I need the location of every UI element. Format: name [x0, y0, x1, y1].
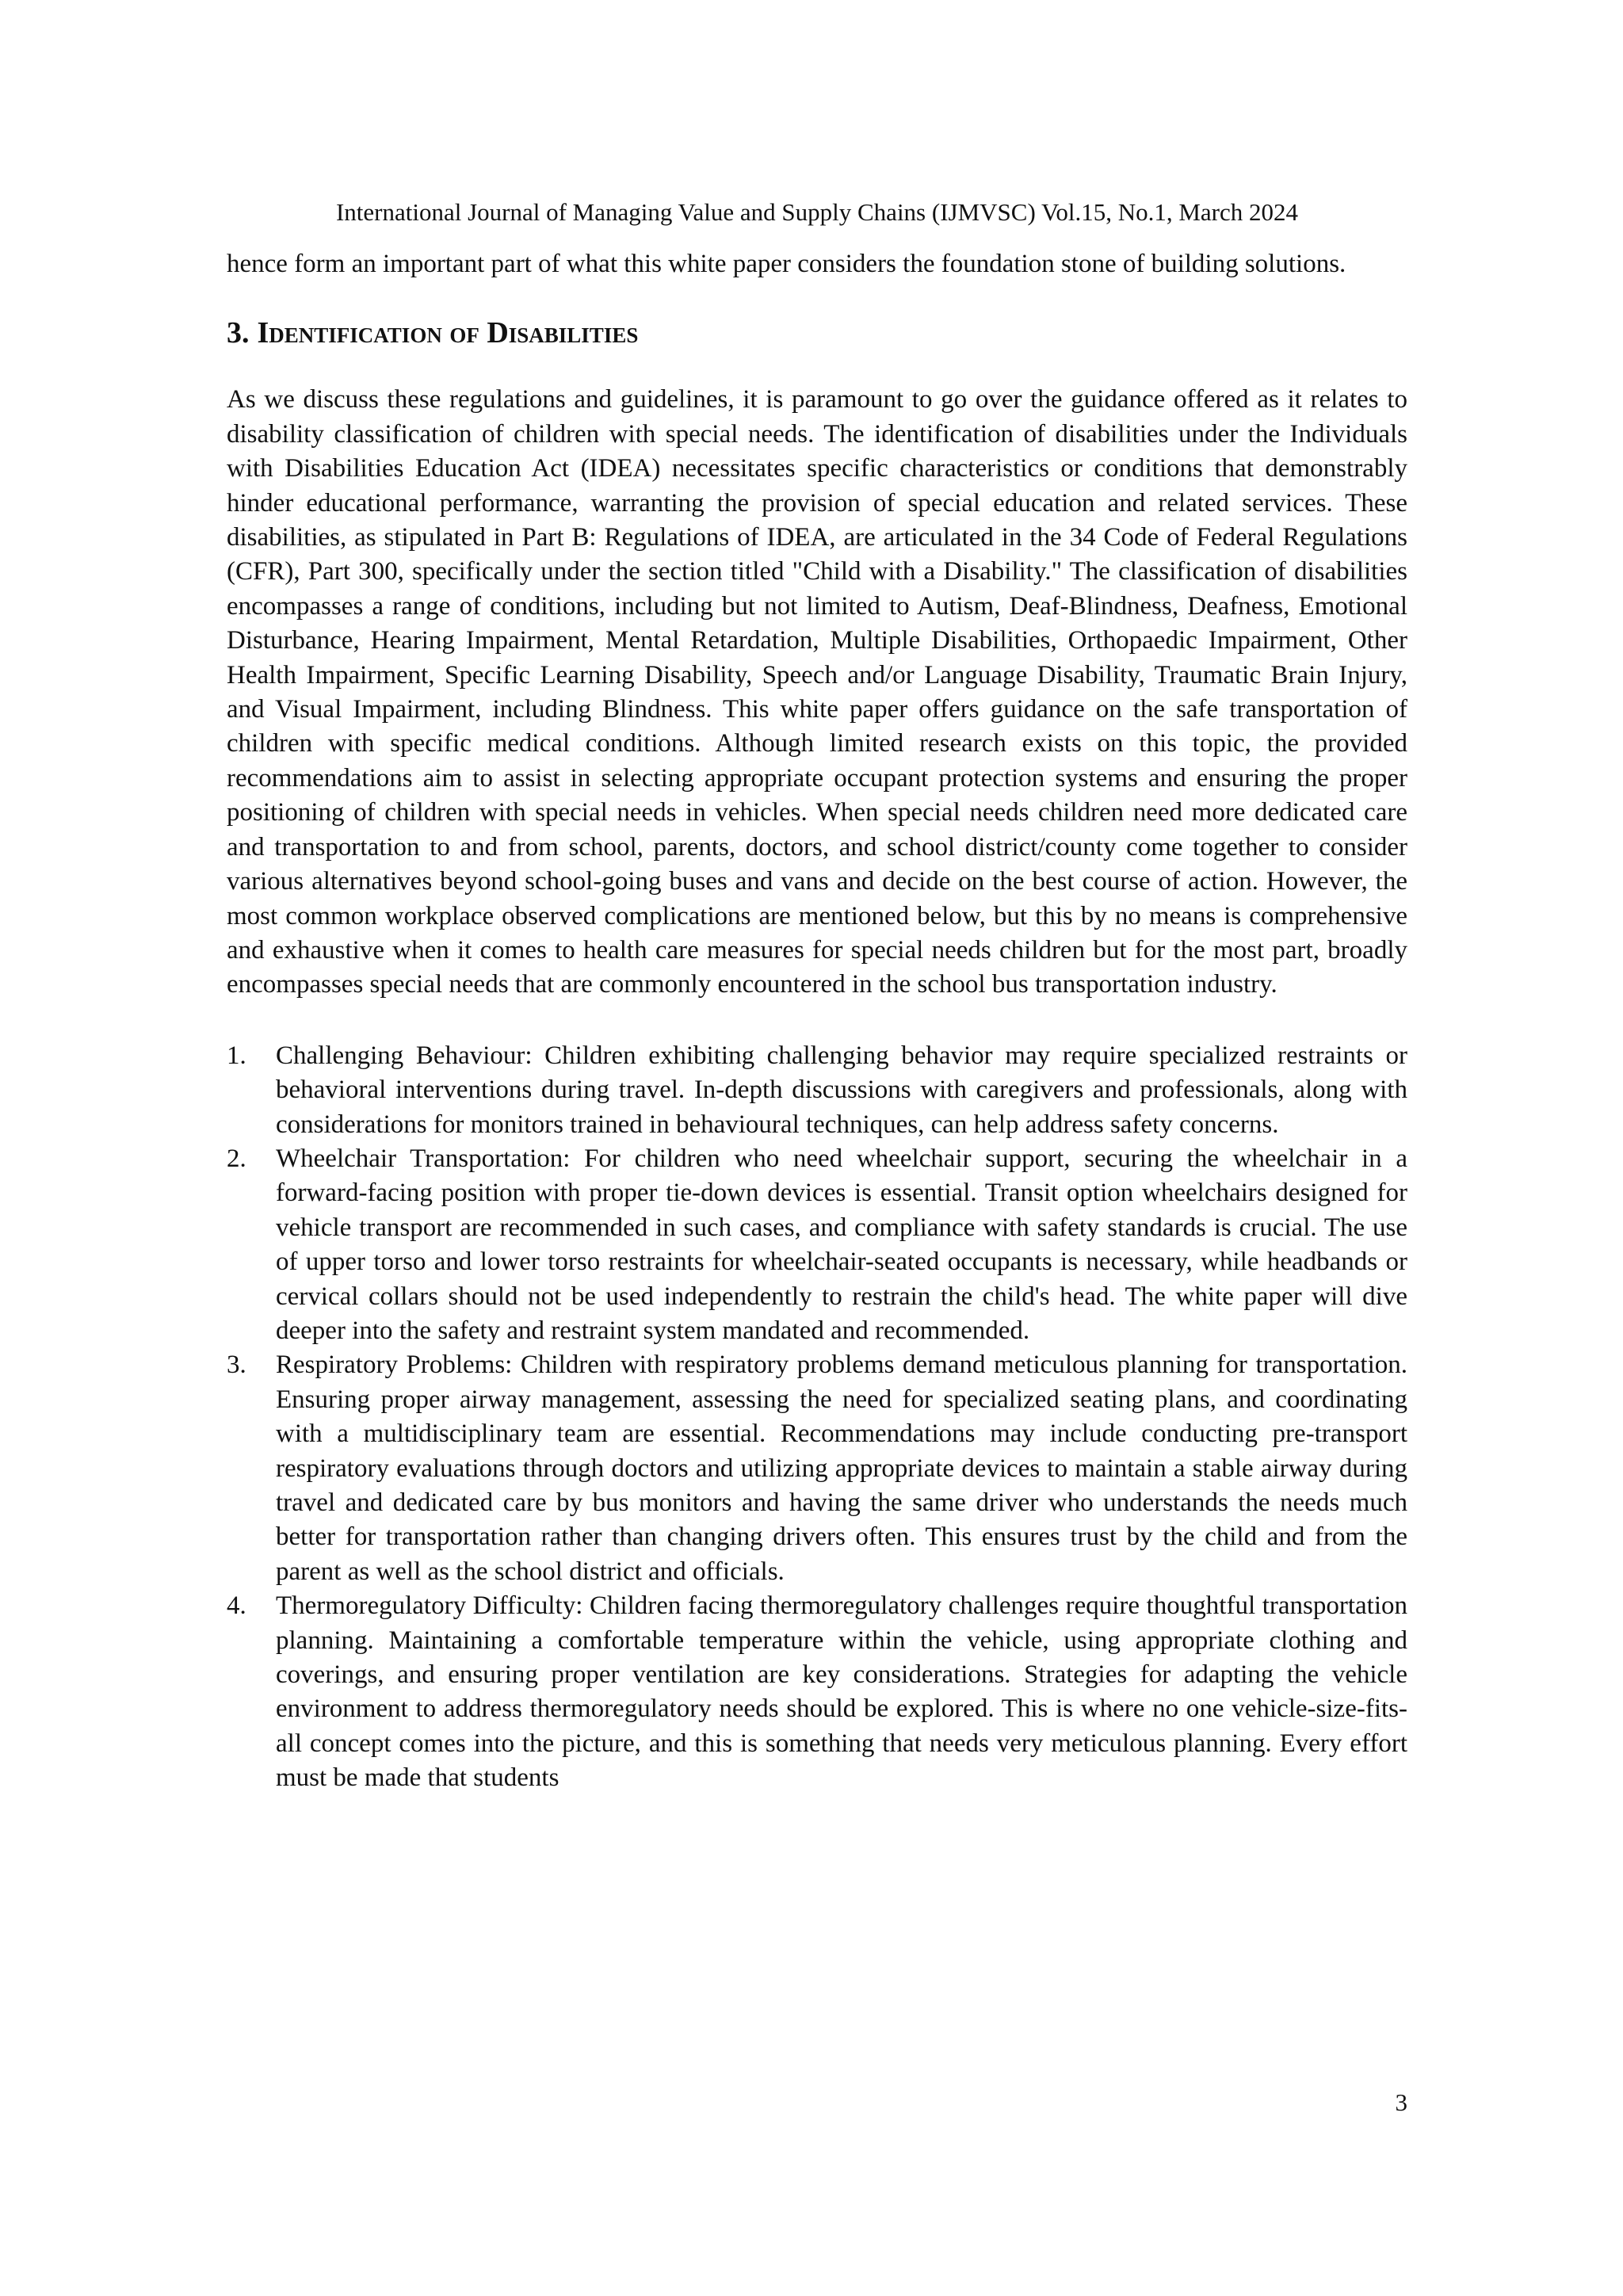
page-number: 3	[1395, 2088, 1407, 2116]
page-content	[227, 247, 1407, 1796]
section-number: 3.	[227, 316, 250, 350]
list-item	[227, 1142, 1407, 1348]
list-item	[227, 1589, 1407, 1795]
section-title-text: Identification of Disabilities	[257, 316, 639, 350]
list-item-marker: 2.	[227, 1144, 246, 1173]
list-item-marker: 3.	[227, 1350, 246, 1380]
continued-paragraph: hence form an important part of what this white paper considers the foundation stone of building solutions.	[227, 250, 1346, 278]
numbered-list	[227, 1039, 1407, 1796]
list-item-marker: 4.	[227, 1591, 246, 1621]
list-item-text: Thermoregulatory Difficulty: Children facing thermoregulatory challenges require thoughtful transportation planning. Maintaining a comfortable temperature within the vehicle, using appropriate clothing and coverings, and ensuring proper ventilation are key considerations. Strategies for adapting the vehicle environment to address thermoregulatory needs should be explored. This is where no one vehicle-size-fits-all concept comes into the picture, and this is something that needs very meticulous planning. Every effort must be made that students	[276, 1591, 1407, 1793]
list-item	[227, 1039, 1407, 1142]
list-item-text: Wheelchair Transportation: For children who need wheelchair support, securing the wheelchair in a forward-facing position with proper tie-down devices is essential. Transit option wheelchairs designed for vehicle transport are recommended in such cases, and compliance with safety standards is crucial. The use of upper torso and lower torso restraints for wheelchair-seated occupants is necessary, while headbands or cervical collars should not be used independently to restrain the child's head. The white paper will dive deeper into the safety and restraint system mandated and recommended.	[276, 1144, 1407, 1345]
section-heading	[227, 315, 1407, 351]
list-item-marker: 1.	[227, 1041, 246, 1070]
body-paragraph: As we discuss these regulations and guidelines, it is paramount to go over the guidance offered as it relates to disability classification of children with special needs. The identification of disabilities under the Individuals with Disabilities Education Act (IDEA) necessitates specific characteristics or conditions that demonstrably hinder educational performance, warranting the provision of special education and related services. These disabilities, as stipulated in Part B: Regulations of IDEA, are articulated in the 34 Code of Federal Regulations (CFR), Part 300, specifically under the section titled "Child with a Disability." The classification of disabilities encompasses a range of conditions, including but not limited to Autism, Deaf-Blindness, Deafness, Emotional Disturbance, Hearing Impairment, Mental Retardation, Multiple Disabilities, Orthopaedic Impairment, Other Health Impairment, Specific Learning Disability, Speech and/or Language Disability, Traumatic Brain Injury, and Visual Impairment, including Blindness. This white paper offers guidance on the safe transportation of children with specific medical conditions. Although limited research exists on this topic, the provided recommendations aim to assist in selecting appropriate occupant protection systems and ensuring the proper positioning of children with special needs in vehicles. When special needs children need more dedicated care and transportation to and from school, parents, doctors, and school district/county come together to consider various alternatives beyond school-going buses and vans and decide on the best course of action. However, the most common workplace observed complications are mentioned below, but this by no means is comprehensive and exhaustive when it comes to health care measures for special needs children but for the most part, broadly encompasses special needs that are commonly encountered in the school bus transportation industry.	[227, 385, 1407, 999]
list-item-text: Respiratory Problems: Children with respiratory problems demand meticulous planning for transportation. Ensuring proper airway management, assessing the need for specialized seating plans, and coordinating with a multidisciplinary team are essential. Recommendations may include conducting pre-transport respiratory evaluations through doctors and utilizing appropriate devices to maintain a stable airway during travel and dedicated care by bus monitors and having the same driver who understands the needs much better for transportation rather than changing drivers often. This ensures trust by the child and from the parent as well as the school district and officials.	[276, 1350, 1407, 1586]
list-item-text: Challenging Behaviour: Children exhibiting challenging behavior may require specialized restraints or behavioral interventions during travel. In-depth discussions with caregivers and professionals, along with considerations for monitors trained in behavioural techniques, can help address safety concerns.	[276, 1041, 1407, 1139]
running-header: International Journal of Managing Value and Supply Chains (IJMVSC) Vol.15, No.1, March 2024	[335, 198, 1299, 226]
list-item	[227, 1348, 1407, 1589]
